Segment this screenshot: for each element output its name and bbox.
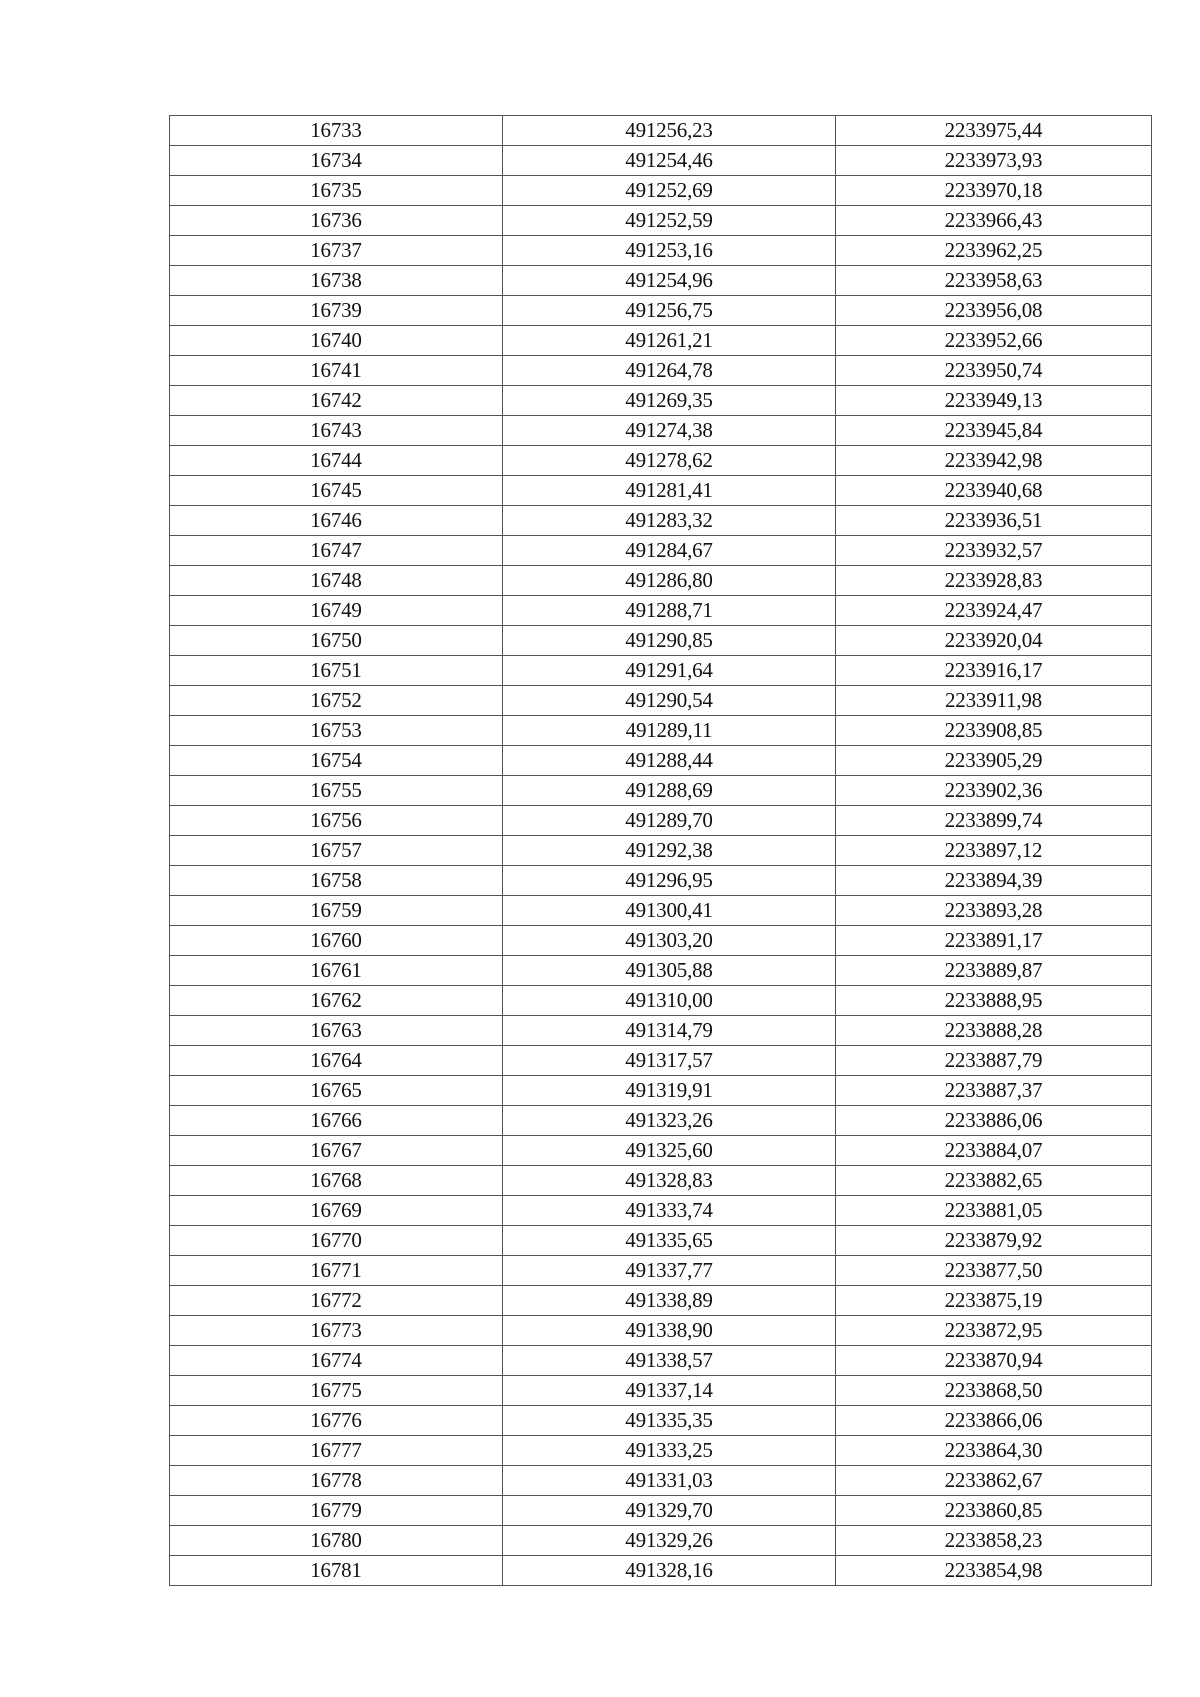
y-coordinate-cell: 2233887,37 [836, 1076, 1152, 1106]
point-number-cell: 16740 [170, 326, 503, 356]
point-number-cell: 16763 [170, 1016, 503, 1046]
table-row [170, 596, 1152, 626]
x-coordinate-cell: 491261,21 [503, 326, 836, 356]
point-number-cell: 16751 [170, 656, 503, 686]
x-coordinate-cell: 491286,80 [503, 566, 836, 596]
table-row [170, 1226, 1152, 1256]
table-row [170, 926, 1152, 956]
y-coordinate-cell: 2233962,25 [836, 236, 1152, 266]
y-coordinate-cell: 2233886,06 [836, 1106, 1152, 1136]
y-coordinate-cell: 2233928,83 [836, 566, 1152, 596]
x-coordinate-cell: 491254,96 [503, 266, 836, 296]
point-number-cell: 16743 [170, 416, 503, 446]
table-row [170, 1346, 1152, 1376]
point-number-cell: 16742 [170, 386, 503, 416]
y-coordinate-cell: 2233940,68 [836, 476, 1152, 506]
table-row [170, 1166, 1152, 1196]
point-number-cell: 16776 [170, 1406, 503, 1436]
x-coordinate-cell: 491288,71 [503, 596, 836, 626]
point-number-cell: 16735 [170, 176, 503, 206]
table-row [170, 1316, 1152, 1346]
table-row [170, 1136, 1152, 1166]
y-coordinate-cell: 2233952,66 [836, 326, 1152, 356]
table-row [170, 386, 1152, 416]
table-row [170, 1436, 1152, 1466]
x-coordinate-cell: 491303,20 [503, 926, 836, 956]
table-row [170, 146, 1152, 176]
point-number-cell: 16747 [170, 536, 503, 566]
y-coordinate-cell: 2233958,63 [836, 266, 1152, 296]
x-coordinate-cell: 491288,44 [503, 746, 836, 776]
x-coordinate-cell: 491331,03 [503, 1466, 836, 1496]
y-coordinate-cell: 2233936,51 [836, 506, 1152, 536]
x-coordinate-cell: 491269,35 [503, 386, 836, 416]
point-number-cell: 16766 [170, 1106, 503, 1136]
table-row [170, 206, 1152, 236]
point-number-cell: 16774 [170, 1346, 503, 1376]
y-coordinate-cell: 2233911,98 [836, 686, 1152, 716]
x-coordinate-cell: 491319,91 [503, 1076, 836, 1106]
table-row [170, 116, 1152, 146]
point-number-cell: 16736 [170, 206, 503, 236]
x-coordinate-cell: 491291,64 [503, 656, 836, 686]
y-coordinate-cell: 2233966,43 [836, 206, 1152, 236]
table-row [170, 1376, 1152, 1406]
x-coordinate-cell: 491252,69 [503, 176, 836, 206]
x-coordinate-cell: 491300,41 [503, 896, 836, 926]
y-coordinate-cell: 2233858,23 [836, 1526, 1152, 1556]
point-number-cell: 16748 [170, 566, 503, 596]
point-number-cell: 16757 [170, 836, 503, 866]
y-coordinate-cell: 2233902,36 [836, 776, 1152, 806]
x-coordinate-cell: 491274,38 [503, 416, 836, 446]
x-coordinate-cell: 491256,23 [503, 116, 836, 146]
y-coordinate-cell: 2233888,28 [836, 1016, 1152, 1046]
coordinates-table [169, 115, 1152, 1586]
table-row [170, 356, 1152, 386]
y-coordinate-cell: 2233875,19 [836, 1286, 1152, 1316]
table-row [170, 776, 1152, 806]
point-number-cell: 16781 [170, 1556, 503, 1586]
point-number-cell: 16734 [170, 146, 503, 176]
point-number-cell: 16760 [170, 926, 503, 956]
x-coordinate-cell: 491256,75 [503, 296, 836, 326]
table-row [170, 446, 1152, 476]
y-coordinate-cell: 2233920,04 [836, 626, 1152, 656]
point-number-cell: 16770 [170, 1226, 503, 1256]
table-row [170, 986, 1152, 1016]
table-row [170, 266, 1152, 296]
table-row [170, 476, 1152, 506]
y-coordinate-cell: 2233881,05 [836, 1196, 1152, 1226]
y-coordinate-cell: 2233868,50 [836, 1376, 1152, 1406]
point-number-cell: 16758 [170, 866, 503, 896]
table-row [170, 1256, 1152, 1286]
table-row [170, 416, 1152, 446]
point-number-cell: 16780 [170, 1526, 503, 1556]
y-coordinate-cell: 2233975,44 [836, 116, 1152, 146]
point-number-cell: 16778 [170, 1466, 503, 1496]
table-row [170, 536, 1152, 566]
point-number-cell: 16765 [170, 1076, 503, 1106]
y-coordinate-cell: 2233893,28 [836, 896, 1152, 926]
y-coordinate-cell: 2233956,08 [836, 296, 1152, 326]
table-row [170, 1196, 1152, 1226]
point-number-cell: 16752 [170, 686, 503, 716]
coordinates-table-body [170, 116, 1152, 1586]
x-coordinate-cell: 491290,54 [503, 686, 836, 716]
point-number-cell: 16754 [170, 746, 503, 776]
point-number-cell: 16744 [170, 446, 503, 476]
table-row [170, 626, 1152, 656]
y-coordinate-cell: 2233862,67 [836, 1466, 1152, 1496]
x-coordinate-cell: 491329,26 [503, 1526, 836, 1556]
x-coordinate-cell: 491264,78 [503, 356, 836, 386]
table-row [170, 866, 1152, 896]
y-coordinate-cell: 2233887,79 [836, 1046, 1152, 1076]
x-coordinate-cell: 491333,74 [503, 1196, 836, 1226]
table-row [170, 686, 1152, 716]
y-coordinate-cell: 2233884,07 [836, 1136, 1152, 1166]
y-coordinate-cell: 2233894,39 [836, 866, 1152, 896]
point-number-cell: 16745 [170, 476, 503, 506]
table-row [170, 326, 1152, 356]
point-number-cell: 16737 [170, 236, 503, 266]
x-coordinate-cell: 491333,25 [503, 1436, 836, 1466]
point-number-cell: 16762 [170, 986, 503, 1016]
y-coordinate-cell: 2233891,17 [836, 926, 1152, 956]
table-row [170, 1496, 1152, 1526]
point-number-cell: 16775 [170, 1376, 503, 1406]
x-coordinate-cell: 491254,46 [503, 146, 836, 176]
x-coordinate-cell: 491283,32 [503, 506, 836, 536]
y-coordinate-cell: 2233950,74 [836, 356, 1152, 386]
x-coordinate-cell: 491296,95 [503, 866, 836, 896]
x-coordinate-cell: 491314,79 [503, 1016, 836, 1046]
point-number-cell: 16733 [170, 116, 503, 146]
table-row [170, 1106, 1152, 1136]
y-coordinate-cell: 2233973,93 [836, 146, 1152, 176]
x-coordinate-cell: 491290,85 [503, 626, 836, 656]
x-coordinate-cell: 491338,90 [503, 1316, 836, 1346]
point-number-cell: 16749 [170, 596, 503, 626]
table-row [170, 836, 1152, 866]
table-row [170, 1466, 1152, 1496]
point-number-cell: 16753 [170, 716, 503, 746]
table-row [170, 296, 1152, 326]
x-coordinate-cell: 491281,41 [503, 476, 836, 506]
point-number-cell: 16746 [170, 506, 503, 536]
point-number-cell: 16768 [170, 1166, 503, 1196]
y-coordinate-cell: 2233882,65 [836, 1166, 1152, 1196]
point-number-cell: 16769 [170, 1196, 503, 1226]
table-row [170, 806, 1152, 836]
table-row [170, 656, 1152, 686]
y-coordinate-cell: 2233860,85 [836, 1496, 1152, 1526]
x-coordinate-cell: 491288,69 [503, 776, 836, 806]
y-coordinate-cell: 2233897,12 [836, 836, 1152, 866]
x-coordinate-cell: 491289,11 [503, 716, 836, 746]
table-row [170, 1016, 1152, 1046]
point-number-cell: 16767 [170, 1136, 503, 1166]
x-coordinate-cell: 491328,16 [503, 1556, 836, 1586]
y-coordinate-cell: 2233916,17 [836, 656, 1152, 686]
x-coordinate-cell: 491289,70 [503, 806, 836, 836]
point-number-cell: 16773 [170, 1316, 503, 1346]
table-row [170, 716, 1152, 746]
y-coordinate-cell: 2233877,50 [836, 1256, 1152, 1286]
point-number-cell: 16761 [170, 956, 503, 986]
y-coordinate-cell: 2233866,06 [836, 1406, 1152, 1436]
x-coordinate-cell: 491317,57 [503, 1046, 836, 1076]
y-coordinate-cell: 2233932,57 [836, 536, 1152, 566]
x-coordinate-cell: 491338,57 [503, 1346, 836, 1376]
x-coordinate-cell: 491328,83 [503, 1166, 836, 1196]
table-row [170, 746, 1152, 776]
point-number-cell: 16750 [170, 626, 503, 656]
y-coordinate-cell: 2233899,74 [836, 806, 1152, 836]
x-coordinate-cell: 491329,70 [503, 1496, 836, 1526]
point-number-cell: 16738 [170, 266, 503, 296]
table-row [170, 506, 1152, 536]
y-coordinate-cell: 2233870,94 [836, 1346, 1152, 1376]
table-row [170, 176, 1152, 206]
point-number-cell: 16771 [170, 1256, 503, 1286]
y-coordinate-cell: 2233970,18 [836, 176, 1152, 206]
y-coordinate-cell: 2233942,98 [836, 446, 1152, 476]
y-coordinate-cell: 2233908,85 [836, 716, 1152, 746]
y-coordinate-cell: 2233864,30 [836, 1436, 1152, 1466]
y-coordinate-cell: 2233888,95 [836, 986, 1152, 1016]
point-number-cell: 16755 [170, 776, 503, 806]
table-row [170, 566, 1152, 596]
x-coordinate-cell: 491338,89 [503, 1286, 836, 1316]
point-number-cell: 16772 [170, 1286, 503, 1316]
x-coordinate-cell: 491335,65 [503, 1226, 836, 1256]
y-coordinate-cell: 2233924,47 [836, 596, 1152, 626]
x-coordinate-cell: 491335,35 [503, 1406, 836, 1436]
x-coordinate-cell: 491284,67 [503, 536, 836, 566]
y-coordinate-cell: 2233854,98 [836, 1556, 1152, 1586]
table-row [170, 1046, 1152, 1076]
point-number-cell: 16779 [170, 1496, 503, 1526]
point-number-cell: 16741 [170, 356, 503, 386]
y-coordinate-cell: 2233945,84 [836, 416, 1152, 446]
y-coordinate-cell: 2233905,29 [836, 746, 1152, 776]
point-number-cell: 16759 [170, 896, 503, 926]
y-coordinate-cell: 2233879,92 [836, 1226, 1152, 1256]
table-row [170, 956, 1152, 986]
point-number-cell: 16739 [170, 296, 503, 326]
table-row [170, 896, 1152, 926]
x-coordinate-cell: 491252,59 [503, 206, 836, 236]
table-row [170, 1286, 1152, 1316]
table-row [170, 1076, 1152, 1106]
point-number-cell: 16777 [170, 1436, 503, 1466]
table-row [170, 1526, 1152, 1556]
point-number-cell: 16756 [170, 806, 503, 836]
x-coordinate-cell: 491325,60 [503, 1136, 836, 1166]
y-coordinate-cell: 2233872,95 [836, 1316, 1152, 1346]
x-coordinate-cell: 491323,26 [503, 1106, 836, 1136]
x-coordinate-cell: 491337,77 [503, 1256, 836, 1286]
table-row [170, 1406, 1152, 1436]
x-coordinate-cell: 491305,88 [503, 956, 836, 986]
point-number-cell: 16764 [170, 1046, 503, 1076]
x-coordinate-cell: 491253,16 [503, 236, 836, 266]
x-coordinate-cell: 491337,14 [503, 1376, 836, 1406]
table-row [170, 1556, 1152, 1586]
y-coordinate-cell: 2233949,13 [836, 386, 1152, 416]
x-coordinate-cell: 491278,62 [503, 446, 836, 476]
table-row [170, 236, 1152, 266]
y-coordinate-cell: 2233889,87 [836, 956, 1152, 986]
x-coordinate-cell: 491310,00 [503, 986, 836, 1016]
x-coordinate-cell: 491292,38 [503, 836, 836, 866]
